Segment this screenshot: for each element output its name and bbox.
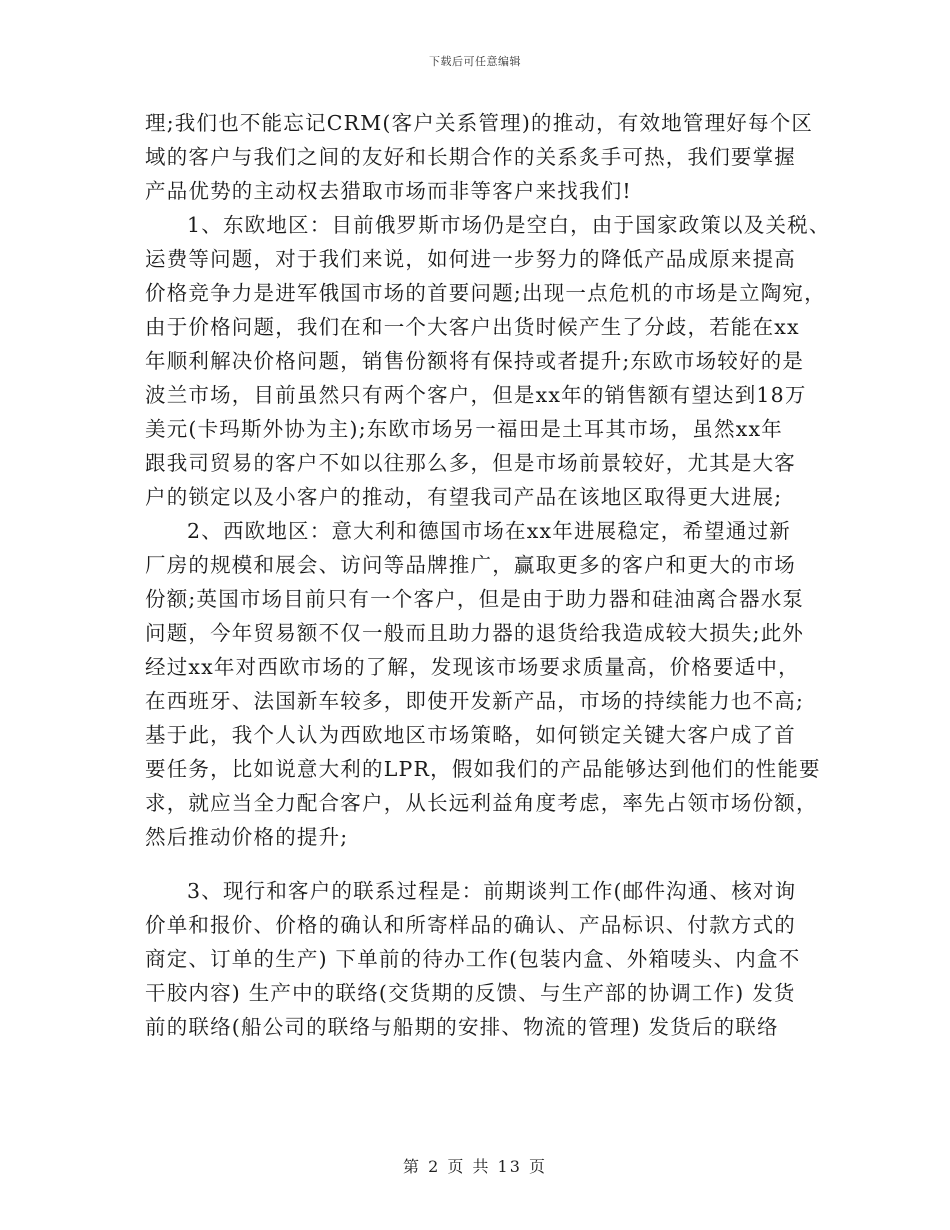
text-line: 干胶内容) 生产中的联络(交货期的反馈、与生产部的协调工作) 发货 [145, 981, 796, 1005]
text-line: 求，就应当全力配合客户，从长远利益角度考虑，率先占领市场份额， [145, 791, 818, 815]
text-line: 经过xx年对西欧市场的了解，发现该市场要求质量高，价格要适中， [145, 655, 800, 679]
text-line: 产品优势的主动权去猎取市场而非等客户来找我们! [145, 179, 632, 203]
text-line: 价格竞争力是进军俄国市场的首要问题;出现一点危机的市场是立陶宛， [145, 281, 826, 305]
text-line: 然后推动价格的提升; [145, 825, 349, 849]
text-line: 3、现行和客户的联系过程是：前期谈判工作(邮件沟通、核对询 [187, 879, 797, 903]
text-line: 问题，今年贸易额不仅一般而且助力器的退货给我造成较大损失;此外 [145, 621, 805, 645]
page-number: 第 2 页 共 13 页 [403, 1157, 547, 1176]
text-line: 波兰市场，目前虽然只有两个客户，但是xx年的销售额有望达到18万 [145, 383, 807, 407]
text-line: 价单和报价、价格的确认和所寄样品的确认、产品标识、付款方式的 [145, 913, 796, 937]
text-line: 域的客户与我们之间的友好和长期合作的关系炙手可热，我们要掌握 [145, 145, 796, 169]
text-line: 户的锁定以及小客户的推动，有望我司产品在该地区取得更大进展; [145, 485, 783, 509]
text-line: 2、西欧地区：意大利和德国市场在xx年进展稳定，希望通过新 [187, 519, 791, 543]
text-line: 跟我司贸易的客户不如以往那么多，但是市场前景较好，尤其是大客 [145, 451, 796, 475]
text-line: 由于价格问题，我们在和一个大客户出货时候产生了分歧，若能在xx [145, 315, 800, 339]
text-line: 在西班牙、法国新车较多，即使开发新产品，市场的持续能力也不高; [145, 689, 805, 713]
text-line: 要任务，比如说意大利的LPR，假如我们的产品能够达到他们的性能要 [145, 757, 821, 781]
text-line: 厂房的规模和展会、访问等品牌推广，赢取更多的客户和更大的市场 [145, 553, 796, 577]
page-header-note: 下载后可任意编辑 [429, 55, 521, 68]
text-line: 基于此，我个人认为西欧地区市场策略，如何锁定关键大客户成了首 [145, 723, 796, 747]
text-line: 商定、订单的生产) 下单前的待办工作(包装内盒、外箱唛头、内盒不 [145, 947, 801, 971]
text-line: 美元(卡玛斯外协为主);东欧市场另一福田是土耳其市场，虽然xx年 [145, 417, 783, 441]
text-line: 前的联络(船公司的联络与船期的安排、物流的管理) 发货后的联络 [145, 1015, 779, 1039]
text-line: 运费等问题，对于我们来说，如何进一步努力的降低产品成原来提高 [145, 247, 796, 271]
text-line: 年顺利解决价格问题，销售份额将有保持或者提升;东欧市场较好的是 [145, 349, 805, 373]
text-line: 理;我们也不能忘记CRM(客户关系管理)的推动，有效地管理好每个区 [145, 111, 814, 135]
text-line: 份额;英国市场目前只有一个客户，但是由于助力器和硅油离合器水泵 [145, 587, 805, 611]
text-line: 1、东欧地区：目前俄罗斯市场仍是空白，由于国家政策以及关税、 [187, 213, 831, 237]
paragraph-spacer [145, 854, 815, 874]
document-body [145, 106, 831, 1044]
